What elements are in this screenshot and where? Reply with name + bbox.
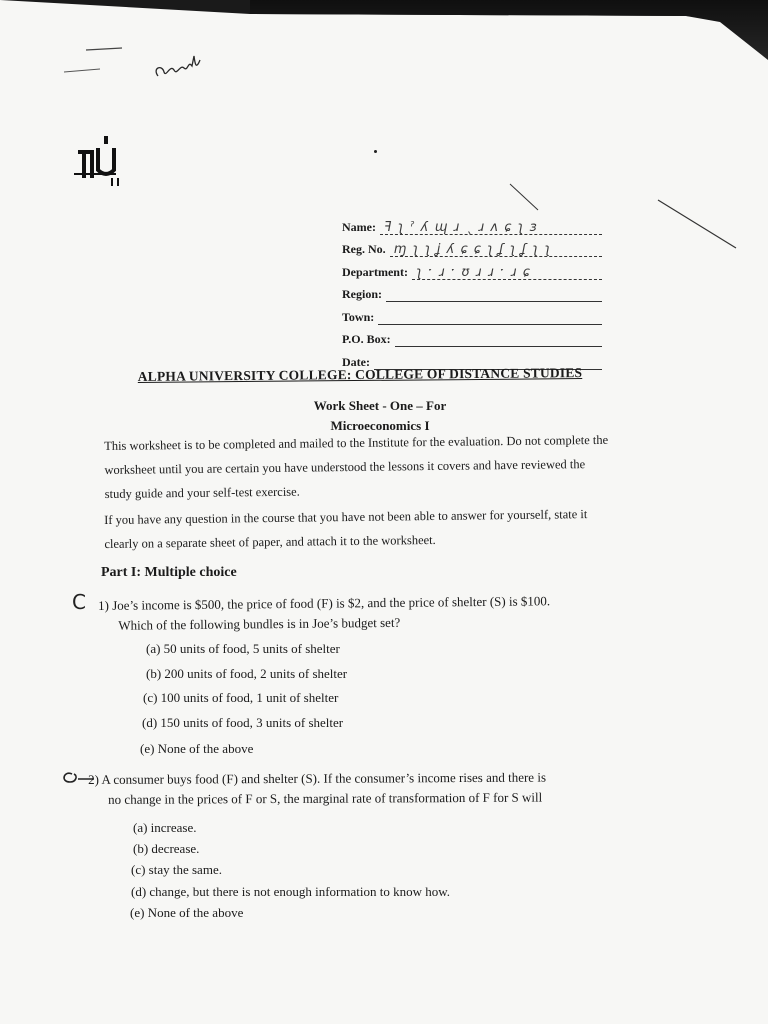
pen-scribble	[60, 40, 260, 90]
town-field[interactable]	[342, 302, 602, 325]
town-label: Town:	[342, 309, 375, 324]
q1-text-line-1: Joe’s income is $500, the price of food (F) is $2, and the price of shelter (S) is $100.	[112, 593, 551, 613]
q2-option-e[interactable]: (e) None of the above	[130, 905, 244, 920]
part-heading: Part I: Multiple choice	[101, 565, 237, 580]
reg-no-field[interactable]	[342, 235, 602, 258]
ink-dot	[374, 150, 377, 153]
q2-option-d[interactable]: (d) change, but there is not enough information to know how.	[131, 884, 451, 899]
name-field[interactable]	[342, 212, 602, 235]
worksheet-title: Work Sheet - One – For	[313, 398, 447, 413]
q1-text-line-2: Which of the following bundles is in Joe’s budget set?	[118, 614, 401, 633]
questions-paragraph: If you have any question in the course that you have not been able to answer for yourself, state it clearly on a separate sheet of paper, and attach it to the worksheet.	[104, 507, 588, 551]
student-info-form	[342, 212, 602, 370]
name-label: Name:	[342, 219, 376, 234]
reg-no-handwriting: ɱ ʅ ʅ ʝ ʎ ɕ ɕ ʅ ʆ ʅ ʆ ʅ ʅ	[393, 242, 552, 257]
university-logo-icon	[72, 134, 134, 190]
question-1	[98, 591, 550, 636]
course-title: Microeconomics I	[330, 418, 430, 433]
q2-option-b[interactable]: (b) decrease.	[133, 841, 200, 856]
q1-option-a[interactable]: (a) 50 units of food, 5 units of shelter	[146, 641, 340, 656]
q1-number: 1)	[98, 597, 110, 613]
q2-number: 2)	[88, 771, 99, 787]
po-box-field[interactable]	[342, 325, 602, 348]
po-box-line	[395, 336, 602, 347]
q2-text-line-1: A consumer buys food (F) and shelter (S). If the consumer’s income rises and there is	[101, 769, 547, 787]
department-handwriting: ʅ ˑ ɹ ˑ ʊ ɹ ɹ ˑ ɹ ɕ	[415, 264, 531, 280]
department-label: Department:	[342, 264, 408, 279]
q1-answer-mark: C	[72, 590, 86, 614]
q1-option-e[interactable]: (e) None of the above	[140, 741, 254, 756]
question-2	[88, 768, 546, 810]
q1-option-c[interactable]: (c) 100 units of food, 1 unit of shelter	[143, 690, 339, 705]
region-label: Region:	[342, 287, 382, 301]
q2-option-a[interactable]: (a) increase.	[133, 820, 197, 835]
date-label: Date:	[342, 354, 370, 369]
instructions-paragraph: This worksheet is to be completed and mailed to the Institute for the evaluation. Do not complete the worksheet until you are certain you have understood the lessons it covers and have reviewed the study guide and your self-test exercise.	[104, 432, 609, 501]
q1-option-d[interactable]: (d) 150 units of food, 3 units of shelter	[142, 715, 344, 730]
reg-no-label: Reg. No.	[342, 242, 386, 256]
college-heading: ALPHA UNIVERSITY COLLEGE: COLLEGE OF DISTANCE STUDIES	[137, 365, 583, 384]
region-line	[386, 291, 602, 302]
town-line	[378, 314, 602, 325]
q2-option-c[interactable]: (c) stay the same.	[131, 862, 222, 877]
department-field[interactable]	[342, 257, 602, 280]
po-box-label: P.O. Box:	[342, 332, 391, 346]
q1-option-b[interactable]: (b) 200 units of food, 2 units of shelter	[146, 666, 348, 681]
name-handwriting: ꟻ ʅ ˀ ʎ ɰ ɹ ˎ ɹ ʌ ɕ ʅ ɜ	[383, 219, 538, 235]
region-field[interactable]	[342, 280, 602, 303]
q2-text-line-2: no change in the prices of F or S, the marginal rate of transformation of F for S will	[108, 789, 543, 807]
